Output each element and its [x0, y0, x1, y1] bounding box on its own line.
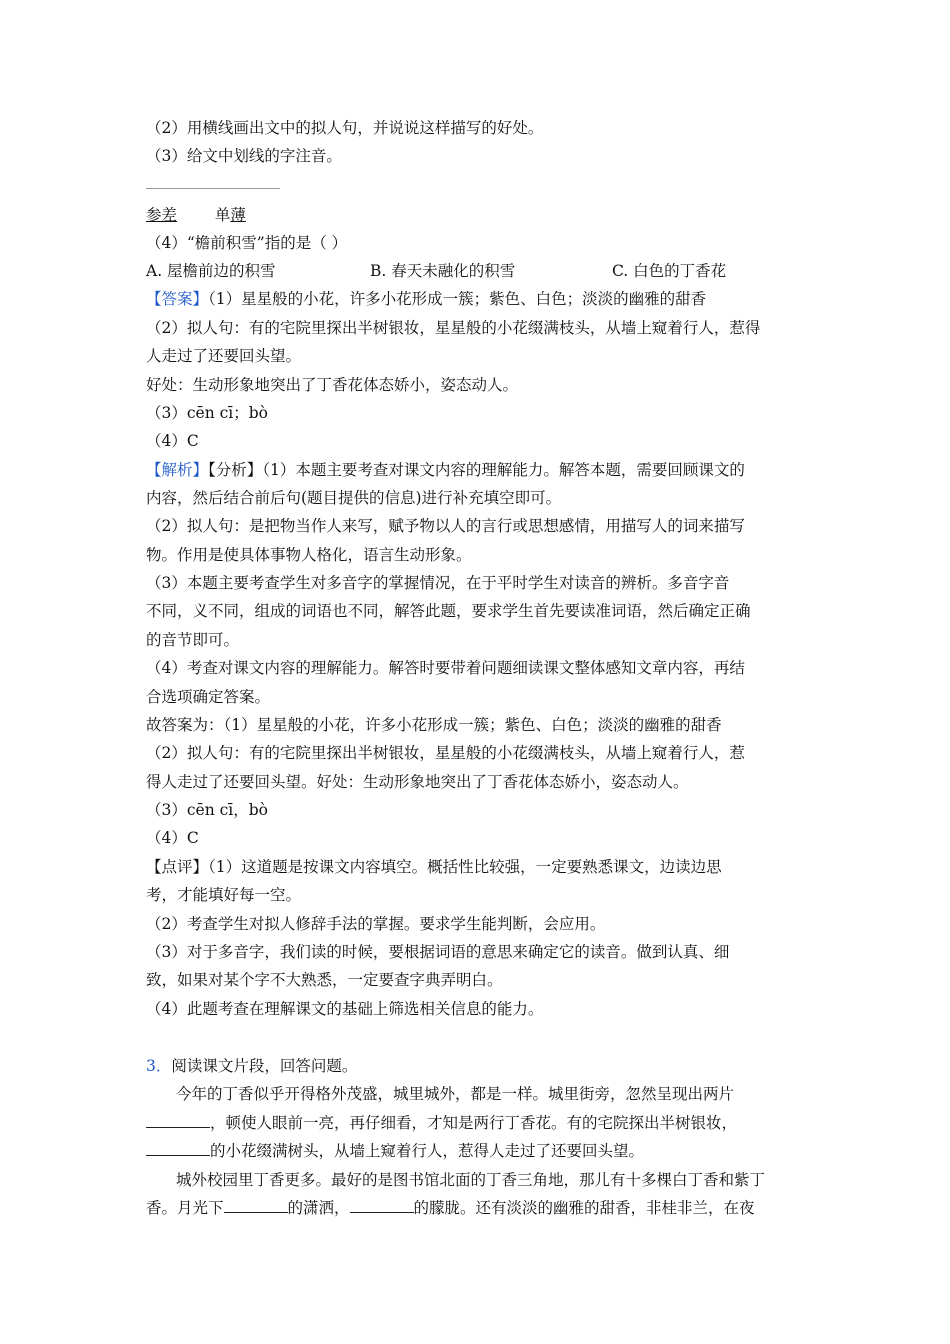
passage-p1-line-2: [146, 1113, 737, 1133]
question-3-prompt: 阅读课文片段，回答问题。: [171, 1057, 358, 1075]
question-3-header: [146, 1056, 357, 1076]
underlined-words: [146, 205, 246, 225]
passage-p2-line-1: 城外校园里丁香更多。最好的是图书馆北面的丁香三角地，那儿有十多棵白丁香和紫丁: [176, 1171, 766, 1189]
analysis-p3-line-1: （3）本题主要考查学生对多音字的掌握情况，在于平时学生对读音的辨析。多音字音: [146, 574, 730, 592]
question-item-2: （2）用横线画出文中的拟人句，并说说这样描写的好处。: [146, 119, 544, 137]
passage-p1-line-3-text: 的小花缀满树头，从墙上窥着行人，惹得人走过了还要回头望。: [210, 1142, 645, 1160]
underlined-word-cenci: 参差: [146, 206, 178, 224]
fill-blank-2[interactable]: [146, 1141, 210, 1156]
passage-p1-line-3: [146, 1141, 644, 1161]
analysis-sub-tag: 【分析】: [208, 461, 263, 479]
comment-1-line-2: 考，才能填好每一空。: [146, 886, 302, 904]
underlined-word-bo: 薄: [230, 206, 246, 224]
summary-3: （3）cēn cī，bò: [146, 801, 269, 819]
answer-2-line-1: （2）拟人句：有的宅院里探出半树银妆，星星般的小花缀满枝头，从墙上窥着行人，惹得: [146, 319, 761, 337]
question-3-number: 3．: [146, 1057, 172, 1075]
analysis-p2-line-1: （2）拟人句：是把物当作人来写，赋予物以人的言行或思想感情，用描写人的词来描写: [146, 517, 745, 535]
answer-benefit: 好处：生动形象地突出了丁香花体态娇小，姿态动人。: [146, 376, 519, 394]
fill-blank-3[interactable]: [224, 1198, 288, 1213]
analysis-line-1: [146, 460, 745, 480]
passage-p2-b: 的潇洒，: [287, 1199, 350, 1217]
answer-tag: 【答案】: [146, 290, 209, 308]
answer-line-1: [146, 289, 706, 309]
summary-4: （4）C: [146, 829, 199, 847]
summary-2-line-1: （2）拟人句：有的宅院里探出半树银妆，星星般的小花缀满枝头，从墙上窥着行人，惹: [146, 744, 745, 762]
option-a: A. 屋檐前边的积雪: [146, 262, 276, 280]
analysis-p2-line-2: 物。作用是使具体事物人格化，语言生动形象。: [146, 546, 472, 564]
option-c: C. 白色的丁香花: [612, 262, 727, 280]
analysis-p4-line-2: 合选项确定答案。: [146, 688, 271, 706]
question-item-3: （3）给文中划线的字注音。: [146, 147, 342, 165]
separator-line: [146, 188, 280, 189]
option-b: B. 春天未融化的积雪: [370, 262, 516, 280]
comment-3-line-2: 致，如果对某个字不大熟悉，一定要查字典弄明白。: [146, 971, 503, 989]
comment-4: （4）此题考查在理解课文的基础上筛选相关信息的能力。: [146, 1000, 544, 1018]
passage-p2-c: 的朦胧。还有淡淡的幽雅的甜香，非桂非兰，在夜: [413, 1199, 755, 1217]
analysis-p1-line-1: （1）本题主要考查对课文内容的理解能力。解答本题，需要回顾课文的: [262, 461, 745, 479]
analysis-p3-line-2: 不同，义不同，组成的词语也不同，解答此题，要求学生首先要读准词语，然后确定正确: [146, 602, 751, 620]
comment-tag: 【点评】: [146, 858, 209, 876]
analysis-p4-line-1: （4）考查对课文内容的理解能力。解答时要带着问题细读课文整体感知文章内容，再结: [146, 659, 745, 677]
question-item-4: （4）“檐前积雪”指的是（ ）: [146, 234, 348, 252]
summary-line-1: 故答案为：（1）星星般的小花，许多小花形成一簇；紫色、白色；淡淡的幽雅的甜香: [146, 716, 722, 734]
answer-4: （4）C: [146, 432, 199, 450]
summary-2-line-2: 得人走过了还要回头望。好处：生动形象地突出了丁香花体态娇小，姿态动人。: [146, 773, 689, 791]
comment-2: （2）考查学生对拟人修辞手法的掌握。要求学生能判断，会应用。: [146, 915, 606, 933]
comment-1-line-1: （1）这道题是按课文内容填空。概括性比较强，一定要熟悉课文，边读边思: [208, 858, 722, 876]
passage-p2-a: 香。月光下: [146, 1199, 224, 1217]
comment-line-1: [146, 857, 722, 877]
fill-blank-4[interactable]: [350, 1198, 414, 1213]
answer-2-line-2: 人走过了还要回头望。: [146, 347, 302, 365]
passage-p2-line-2: [146, 1198, 755, 1218]
analysis-p3-line-3: 的音节即可。: [146, 631, 240, 649]
comment-3-line-1: （3）对于多音字，我们读的时候，要根据词语的意思来确定它的读音。做到认真、细: [146, 943, 730, 961]
answer-1: （1）星星般的小花，许多小花形成一簇；紫色、白色；淡淡的幽雅的甜香: [208, 290, 707, 308]
fill-blank-1[interactable]: [146, 1113, 210, 1128]
passage-p1-line-2-text: ，顿使人眼前一亮，再仔细看，才知是两行丁香花。有的宅院探出半树银妆，: [210, 1114, 738, 1132]
word-prefix: 单: [214, 206, 231, 224]
analysis-p1-line-2: 内容，然后结合前后句(题目提供的信息)进行补充填空即可。: [146, 489, 562, 507]
analysis-tag: 【解析】: [146, 461, 209, 479]
passage-p1-line-1: 今年的丁香似乎开得格外茂盛，城里城外，都是一样。城里街旁，忽然呈现出两片: [176, 1085, 735, 1103]
answer-3: （3）cēn cī；bò: [146, 404, 269, 422]
